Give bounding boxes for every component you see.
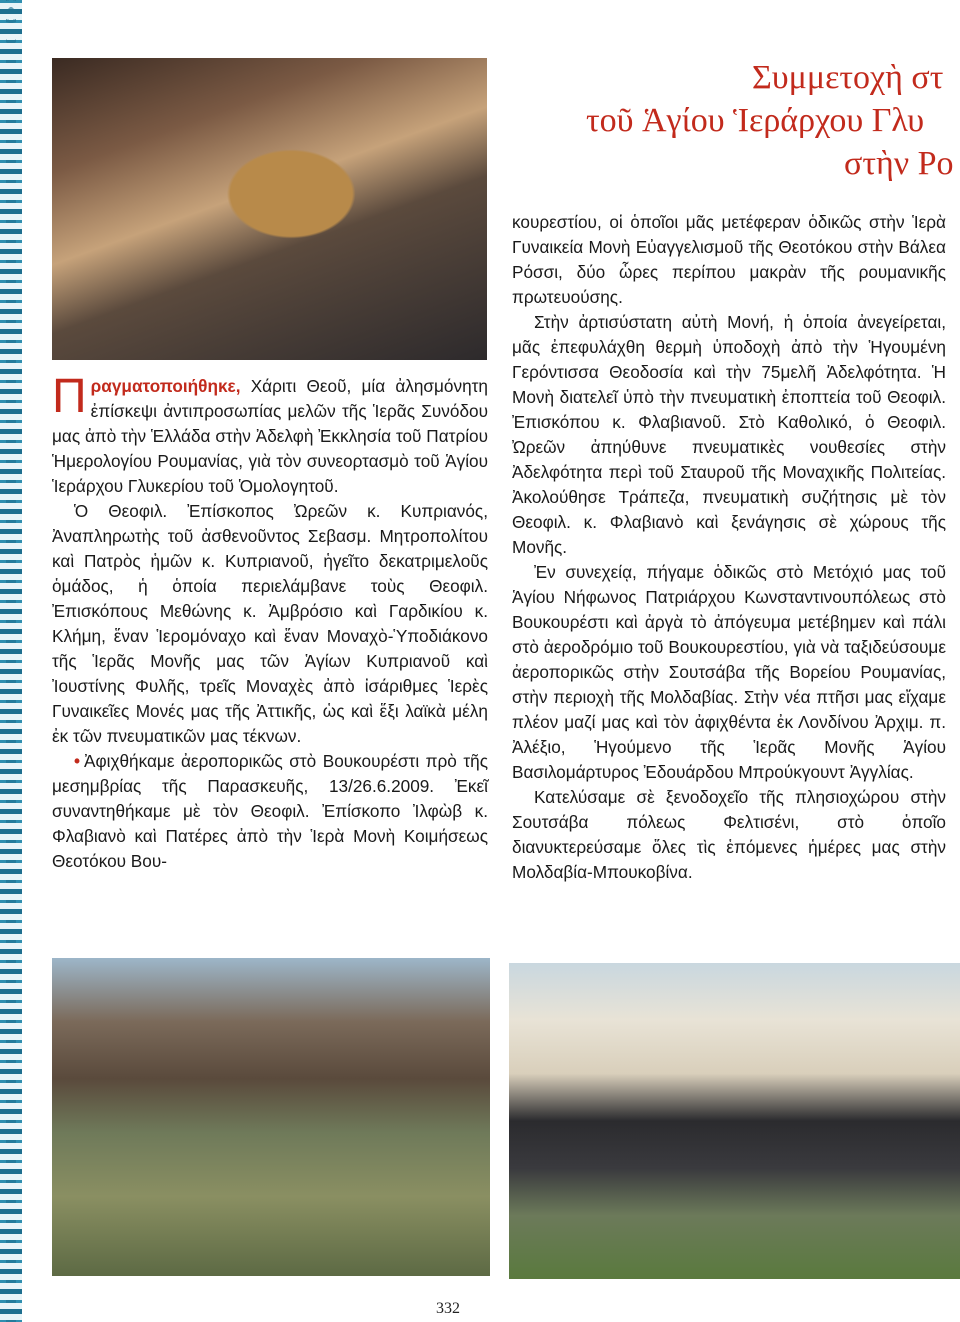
- left-text-column: [52, 370, 488, 874]
- paragraph-3: [52, 749, 488, 874]
- photo-relic-procession: [52, 58, 487, 360]
- paragraph-1: [52, 370, 488, 499]
- page-number: 332: [436, 1300, 460, 1317]
- lead-word: ραγματοποιήθηκε,: [90, 376, 241, 396]
- drop-cap: Π: [52, 370, 87, 423]
- paragraph-3-text: Ἀφιχθήκαμε ἀεροπορικῶς στὸ Βουκουρέστι πρὸ τῆς μεσημβρίας τῆς Παρασκευῆς, 13/26.6.2009. Ἐκεῖ συναντηθήκαμε μὲ τὸν Θεοφιλ. Ἐπίσκοπο Ἰλφὼβ κ. Φλαβιανὸ καὶ Πατέρες ἀπὸ τὴν Ἱερὰ Μονὴ Κοιμήσεως Θεοτόκου Βου-: [52, 751, 488, 871]
- paragraph-5: Στὴν ἀρτισύστατη αὐτὴ Μονή, ἡ ὁποία ἀνεγείρεται, μᾶς ἐπεφυλάχθη θερμὴ ὑποδοχὴ ἀπὸ τὴν Ἡγουμένη Γερόντισσα Θεοδοσία καὶ τὴν 75μελῆ Ἀδελφότητα. Ἡ Μονὴ διατελεῖ ὑπὸ τὴν πνευματικὴ ἐποπτεία τοῦ Θεοφιλ. Ἐπισκόπου κ. Φλαβιανοῦ. Στὸ Καθολικό, ὁ Θεοφιλ. Ὠρεῶν ἀπηύθυνε πνευματικὲς νουθεσίες στὴν Ἀδελφότητα περὶ τοῦ Σταυροῦ τῆς Μοναχικῆς Πολιτείας. Ἀκολούθησε Τράπεζα, πνευματικὴ συζήτησις μὲ τὸν Θεοφιλ. κ. Φλαβιανὸ καὶ ξενάγησις σὲ χώρους τῆς Μονῆς.: [512, 312, 946, 557]
- decorative-border: [0, 0, 22, 1322]
- paragraph-4: κουρεστίου, οἱ ὁποῖοι μᾶς μετέφεραν ὁδικῶς στὴν Ἱερὰ Γυναικεία Μονὴ Εὐαγγελισμοῦ τῆς Θεοτόκου στὴν Βάλεα Ρόσσι, δύο ὧρες περίπου μακρὰν τῆς ρουμανικῆς πρωτευούσης.: [512, 212, 946, 307]
- paragraph-1-text: Χάριτι Θεοῦ, μία ἀλησμόνητη ἐπίσκεψι ἀντιπροσωπίας μελῶν τῆς Ἱερᾶς Συνόδου μας ἀπὸ τὴν Ἑλλάδα στὴν Ἀδελφὴ Ἐκκλησία τοῦ Πατρίου Ἡμερολογίου Ρουμανίας, γιὰ τὸν συνεορτασμὸ τοῦ Ἁγίου Ἱεράρχου Γλυκερίου τοῦ Ὁμολογητοῦ.: [52, 376, 488, 496]
- article-title-line-2: τοῦ Ἁγίου Ἱεράρχου Γλυ: [586, 102, 925, 139]
- paragraph-6: Ἐν συνεχείᾳ, πήγαμε ὁδικῶς στὸ Μετόχιό μας τοῦ Ἁγίου Νήφωνος Πατριάρχου Κωνσταντινουπόλεως στὸ Βουκουρέστι καὶ ἀργὰ τὸ ἀπόγευμα μετέβημεν καὶ πάλι στὸ ἀεροδρόμιο τοῦ Βουκουρεστίου, γιὰ νὰ ταξιδεύσουμε ἀεροπορικῶς στὴν Σουτσάβα τῆς Βορείου Ρουμανίας, στὴν περιοχὴ τῆς Μολδαβίας. Στὴν νέα πτῆσι μας εἴχαμε πλέον μαζί μας καὶ τὸν ἀφιχθέντα ἐκ Λονδίνου Ἀρχιμ. π. Ἀλέξιο, Ἡγούμενο τῆς Ἱερᾶς Μονῆς Ἁγίου Βασιλομάρτυρος Ἐδουάρδου Μπρούκγουντ Ἀγγλίας.: [512, 562, 946, 782]
- paragraph-7: Κατελύσαμε σὲ ξενοδοχεῖο τῆς πλησιοχώρου στὴν Σουτσάβα πόλεως Φελτισένι, στὸ ὁποῖο διανυκτερεύσαμε ὅλες τὶς ἑπόμενες ἡμέρες μας στὴν Μολδαβία-Μπουκοβίνα.: [512, 787, 946, 882]
- photo-group-monastery: [509, 963, 960, 1279]
- article-title-line-1: Συμμετοχὴ στ: [752, 59, 944, 96]
- photo-liturgy-courtyard: [52, 958, 490, 1276]
- bullet-icon: •: [74, 751, 81, 771]
- article-title-line-3: στὴν Ρο: [844, 145, 954, 182]
- right-text-column: [512, 210, 946, 885]
- paragraph-2: Ὁ Θεοφιλ. Ἐπίσκοπος Ὠρεῶν κ. Κυπριανός, Ἀναπληρωτὴς τοῦ ἀσθενοῦντος Σεβασμ. Μητροπολίτου καὶ Πατρὸς ἡμῶν κ. Κυπριανοῦ, ἡγεῖτο δεκατριμελοῦς ὁμάδος, ἡ ὁποία περιελάμβανε τοὺς Θεοφιλ. Ἐπισκόπους Μεθώνης κ. Ἀμβρόσιο καὶ Γαρδικίου κ. Κλήμη, ἕναν Ἱερομόναχο καὶ ἕναν Μοναχὸ-Ὑποδιάκονο τῆς Ἱερᾶς Μονῆς μας τῶν Ἁγίων Κυπριανοῦ καὶ Ἰουστίνης Φυλῆς, τρεῖς Μοναχὲς ἀπὸ ἰσάριθμες Ἱερὲς Γυναικεῖες Μονές μας τῆς Ἀττικῆς, ὡς καὶ ἕξι λαϊκὰ μέλη ἐκ τῶν πνευματικῶν μας τέκνων.: [52, 501, 488, 746]
